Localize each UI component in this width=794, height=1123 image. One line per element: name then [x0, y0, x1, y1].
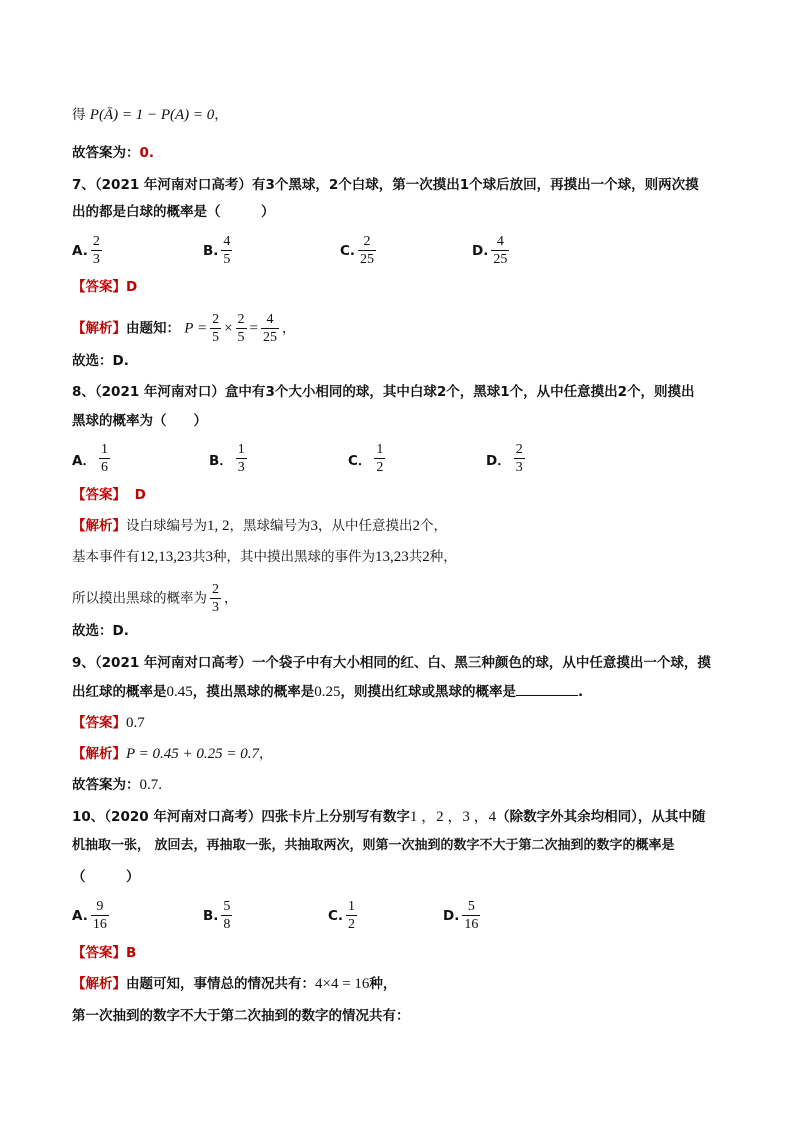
- option-label: D.: [443, 907, 460, 924]
- fraction: [462, 899, 480, 932]
- q9-text: ，摸出黑球的概率是: [192, 684, 315, 700]
- q8-analysis-line2: [72, 546, 734, 568]
- fraction: [91, 234, 102, 267]
- option-label: B.: [203, 242, 219, 259]
- analysis-tag: 【解析】: [72, 320, 126, 337]
- fraction: [236, 442, 247, 475]
- intro-comma: ，: [214, 107, 228, 123]
- analysis-text: 设白球编号为: [126, 518, 207, 534]
- q10-text: （除数字外其余均相同），从其中随: [496, 809, 706, 825]
- q7-option-c: [340, 234, 379, 267]
- intro-answer-value: 0.: [139, 145, 155, 161]
- answer-label: 故答案为：: [72, 777, 140, 793]
- q9-stem-line1: [72, 652, 734, 674]
- q8-answer-line: [72, 484, 734, 506]
- q9-math: 0.45: [166, 684, 193, 700]
- q9-text: .: [578, 684, 584, 700]
- fraction: [358, 234, 376, 267]
- denominator: 3: [237, 460, 245, 475]
- denominator: 25: [360, 252, 375, 267]
- q9-text: 出红球的概率是: [72, 684, 167, 700]
- q10-stem-line1: [72, 806, 734, 828]
- denominator: 16: [92, 917, 107, 932]
- numerator: 9: [91, 899, 109, 916]
- fraction: [221, 234, 232, 267]
- q10-stem-line3: （ ）: [72, 869, 140, 885]
- numerator: 1: [348, 899, 356, 914]
- q8-analysis-line1: [72, 515, 734, 537]
- analysis-tag: 【解析】: [72, 518, 126, 534]
- q7-stem-line1: [72, 174, 734, 196]
- analysis-math: 2: [412, 518, 420, 534]
- numerator: 2: [212, 582, 219, 597]
- q8-option-a: [72, 442, 113, 475]
- q8-option-d: [486, 442, 528, 475]
- q8-stem-line2: 黑球的概率为（ ）: [72, 413, 207, 429]
- fraction: [236, 312, 247, 345]
- q8-choose-line: 故选：D.: [72, 623, 129, 639]
- q9-source: （2021 年河南对口高考）: [94, 655, 252, 671]
- q7-text: 有: [251, 177, 266, 193]
- numerator: 4: [223, 234, 231, 249]
- q8-source: （2021 年河南对口）: [94, 384, 225, 400]
- q7-num: 1: [459, 177, 470, 193]
- fraction: [374, 442, 385, 475]
- numerator: 1: [237, 442, 245, 457]
- q9-text: ，则摸出红球或黑球的概率是: [340, 684, 516, 700]
- analysis-comma: ，: [282, 320, 296, 337]
- q10-option-c: [328, 899, 360, 932]
- q7-num: 3: [265, 177, 275, 193]
- analysis-comma: ，: [224, 590, 238, 607]
- q7-text: 个白球，第一次摸出: [338, 177, 460, 193]
- numerator: 2: [212, 312, 220, 327]
- analysis-text: 基本事件有: [72, 549, 140, 565]
- option-label: C.: [328, 907, 344, 924]
- analysis-tag: 【解析】: [72, 976, 126, 992]
- q7-text: 个黑球，: [274, 177, 329, 193]
- q7-option-d: [472, 234, 512, 267]
- intro-answer-line: [72, 142, 734, 164]
- denominator: 25: [263, 330, 277, 345]
- analysis-math: 4×4 = 16: [315, 976, 370, 992]
- analysis-text: 个，: [420, 518, 447, 534]
- q10-analysis-line1: [72, 973, 734, 995]
- fraction: [210, 582, 221, 615]
- intro-formula-line: [72, 104, 734, 126]
- fraction: [261, 312, 279, 345]
- q8-text: 盒中有: [224, 384, 266, 400]
- q9-answer-summary: [72, 774, 734, 796]
- q8-option-c: [348, 442, 388, 475]
- answer-value: 0.7: [126, 715, 145, 731]
- analysis-p: P =: [184, 320, 208, 337]
- analysis-text: ，黑球编号为: [229, 518, 311, 534]
- denominator: 2: [348, 917, 356, 932]
- numerator: 1: [100, 442, 108, 457]
- analysis-comma: ，: [259, 746, 273, 762]
- q10-text: 四张卡片上分别写有数字: [261, 809, 410, 825]
- fraction: [221, 899, 232, 932]
- denominator: 25: [493, 252, 508, 267]
- q9-number: 9、: [72, 655, 95, 671]
- q9-math: 0.25: [314, 684, 341, 700]
- q7-text: 个球后放回，再摸出一个球，则两次摸: [469, 177, 699, 193]
- q9-stem-line2: [72, 681, 734, 703]
- analysis-text: 由题知：: [126, 320, 180, 337]
- q10-number: 10、: [72, 809, 105, 825]
- option-label: B．: [209, 452, 233, 469]
- intro-answer-label: 故答案为：: [72, 145, 140, 161]
- option-label: D.: [472, 242, 489, 259]
- denominator: 5: [237, 330, 245, 345]
- numerator: 4: [491, 234, 509, 251]
- answer-tag: 【答案】: [72, 945, 126, 961]
- q10-analysis-line2: 第一次抽到的数字不大于第二次抽到的数字的情况共有：: [72, 1008, 410, 1024]
- q7-answer-line: [72, 276, 734, 298]
- analysis-text: 种，: [429, 549, 457, 565]
- analysis-text: 种，其中摸出黑球的事件为: [213, 549, 375, 565]
- denominator: 2: [376, 460, 384, 475]
- denominator: 8: [223, 917, 231, 932]
- numerator: 2: [92, 234, 100, 249]
- times-sign: ×: [224, 320, 233, 337]
- option-label: A.: [72, 907, 88, 924]
- option-label: A．: [72, 452, 96, 469]
- q8-num: 2: [436, 384, 447, 400]
- answer-tag: 【答案】: [72, 715, 126, 731]
- numerator: 2: [358, 234, 376, 251]
- analysis-math: 3: [310, 518, 318, 534]
- q8-text: 个，则摸出: [627, 384, 695, 400]
- q7-option-b: [203, 234, 235, 267]
- analysis-math: 2: [422, 549, 430, 565]
- denominator: 5: [223, 252, 231, 267]
- option-label: D．: [486, 452, 511, 469]
- intro-text: 得: [72, 107, 86, 123]
- answer-tag: 【答案】: [72, 279, 126, 295]
- q10-source: （2020 年河南对口高考）: [104, 809, 262, 825]
- q8-num: 3: [265, 384, 275, 400]
- numerator: 5: [462, 899, 480, 916]
- option-label: C．: [348, 452, 372, 469]
- q7-num: 2: [328, 177, 339, 193]
- denominator: 6: [100, 460, 108, 475]
- option-label: C.: [340, 242, 356, 259]
- q8-num: 2: [617, 384, 628, 400]
- analysis-math: 13,23: [375, 549, 409, 565]
- answer-value: 0.7.: [139, 777, 162, 793]
- analysis-text: 共: [192, 549, 206, 565]
- q10-option-a: [72, 899, 112, 932]
- numerator: 2: [237, 312, 245, 327]
- numerator: 4: [261, 312, 279, 329]
- q7-stem-line2: 出的都是白球的概率是（ ）: [72, 204, 275, 220]
- q8-text: 个，黑球: [446, 384, 501, 400]
- analysis-math: 12,13,23: [139, 549, 192, 565]
- answer-blank: [516, 681, 578, 696]
- q7-option-a: [72, 234, 105, 267]
- q8-option-b: [209, 442, 250, 475]
- answer-value: D: [134, 487, 146, 503]
- fraction: [514, 442, 525, 475]
- q10-digits: 1 ，2 ，3 ，4: [409, 809, 497, 825]
- q7-number: 7、: [72, 177, 95, 193]
- equals-sign: =: [249, 320, 258, 337]
- numerator: 5: [223, 899, 231, 914]
- fraction: [99, 442, 110, 475]
- q7-choose-line: 故选：D.: [72, 353, 129, 369]
- q10-option-b: [203, 899, 235, 932]
- q8-text: 个，从中任意摸出: [509, 384, 618, 400]
- fraction: [346, 899, 357, 932]
- q8-analysis-line3: [72, 582, 734, 615]
- q8-num: 1: [500, 384, 510, 400]
- fraction: [210, 312, 221, 345]
- option-label: B.: [203, 907, 219, 924]
- denominator: 3: [515, 460, 523, 475]
- denominator: 16: [464, 917, 479, 932]
- answer-tag: 【答案】: [72, 487, 126, 503]
- q10-option-d: [443, 899, 483, 932]
- analysis-formula: P = 0.45 + 0.25 = 0.7: [126, 746, 260, 762]
- q9-analysis-line: [72, 743, 734, 765]
- intro-formula: P(Ā) = 1 − P(A) = 0: [89, 107, 215, 123]
- q8-number: 8、: [72, 384, 95, 400]
- numerator: 1: [376, 442, 384, 457]
- answer-value: B: [126, 945, 137, 961]
- numerator: 2: [515, 442, 523, 457]
- analysis-text: 由题可知，事情总的情况共有：: [126, 976, 315, 992]
- q8-stem-line1: [72, 381, 734, 403]
- analysis-math: 1, 2: [207, 518, 230, 534]
- q9-answer-line: [72, 712, 734, 734]
- q7-source: （2021 年河南对口高考）: [94, 177, 252, 193]
- denominator: 5: [212, 330, 220, 345]
- answer-value: D: [126, 279, 138, 295]
- q10-answer-line: [72, 942, 734, 964]
- q9-text: 一个袋子中有大小相同的红、白、黑三种颜色的球，从中任意摸出一个球，摸: [251, 655, 711, 671]
- denominator: 3: [212, 600, 219, 615]
- q7-analysis-line: [72, 312, 734, 345]
- q10-stem-line2: 机抽取一张， 放回去，再抽取一张，共抽取两次，则第一次抽到的数字不大于第二次抽到的数字的概率是: [72, 838, 675, 853]
- fraction: [491, 234, 509, 267]
- analysis-text: 种，: [369, 976, 397, 992]
- analysis-text: ，从中任意摸出: [318, 518, 413, 534]
- analysis-math: 3: [205, 549, 213, 565]
- option-label: A.: [72, 242, 88, 259]
- fraction: [91, 899, 109, 932]
- q8-text: 个大小相同的球，其中白球: [274, 384, 437, 400]
- denominator: 3: [92, 252, 100, 267]
- analysis-text: 共: [408, 549, 423, 565]
- analysis-text: 所以摸出黑球的概率为: [72, 590, 207, 607]
- analysis-tag: 【解析】: [72, 746, 126, 762]
